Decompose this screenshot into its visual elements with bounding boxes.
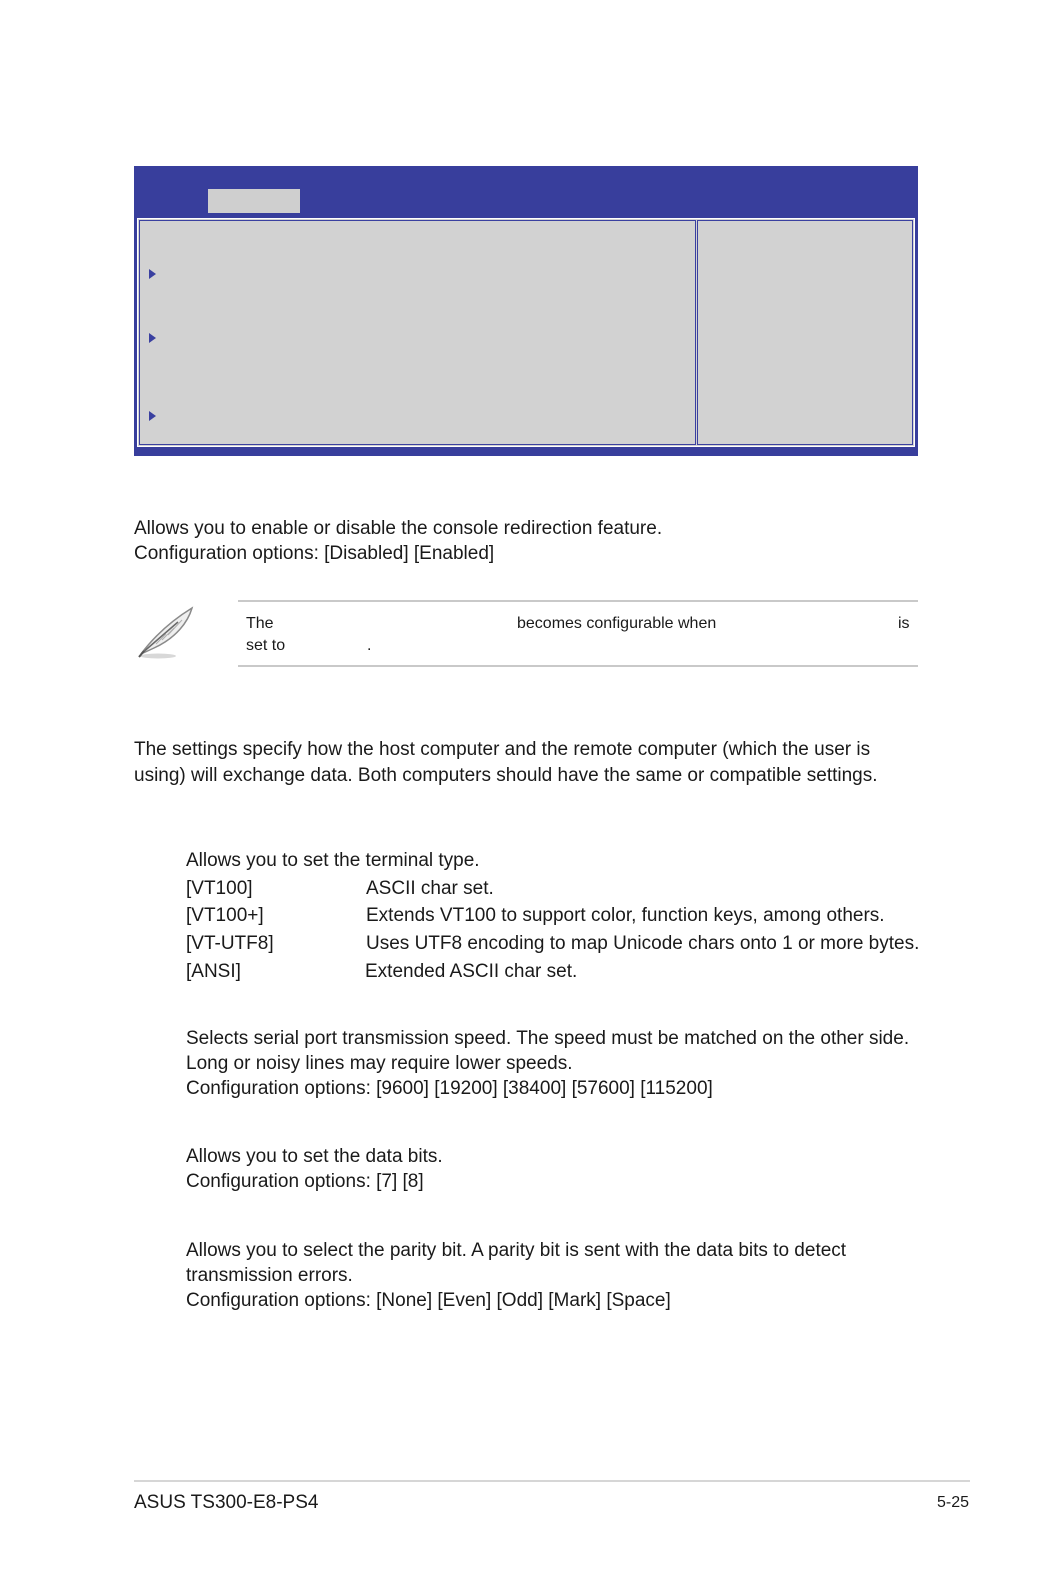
bios-help-panel xyxy=(697,220,913,445)
terminal-option-value: Extended ASCII char set. xyxy=(365,961,578,982)
submenu-arrow-icon[interactable] xyxy=(149,333,156,343)
terminal-option-key: [VT-UTF8] xyxy=(186,933,274,954)
intro-options: Configuration options: [Disabled] [Enabled] xyxy=(134,543,495,564)
note-text-4: set to xyxy=(246,637,286,654)
terminal-option-value: ASCII char set. xyxy=(366,878,494,899)
baud-line-1: Selects serial port transmission speed. The speed must be matched on the other side. xyxy=(186,1028,910,1049)
footer-product-name: ASUS TS300-E8-PS4 xyxy=(134,1492,319,1513)
parity-options: Configuration options: [None] [Even] [Odd] [Mark] [Space] xyxy=(186,1290,671,1311)
note-text-2: becomes configurable when xyxy=(517,615,717,632)
baud-options: Configuration options: [9600] [19200] [38400] [57600] [115200] xyxy=(186,1078,713,1099)
feather-pen-icon xyxy=(136,604,198,660)
submenu-arrow-icon[interactable] xyxy=(149,269,156,279)
note-bottom-rule xyxy=(238,665,918,667)
databits-options: Configuration options: [7] [8] xyxy=(186,1171,424,1192)
terminal-option-value: Uses UTF8 encoding to map Unicode chars onto 1 or more bytes. xyxy=(366,933,920,954)
note-text-5: . xyxy=(367,637,372,654)
note-top-rule xyxy=(238,600,918,602)
terminal-option-key: [ANSI] xyxy=(186,961,241,982)
databits-line-1: Allows you to set the data bits. xyxy=(186,1146,443,1167)
note-text-1: The xyxy=(246,615,274,632)
submenu-arrow-icon[interactable] xyxy=(149,411,156,421)
intro-line-1: Allows you to enable or disable the console redirection feature. xyxy=(134,518,663,539)
footer-page-number: 5-25 xyxy=(937,1494,970,1511)
bios-cut-edge xyxy=(134,449,918,453)
terminal-description: Allows you to set the terminal type. xyxy=(186,850,480,871)
footer-rule xyxy=(134,1480,970,1482)
bios-menu-panel xyxy=(139,220,696,445)
settings-line-1: The settings specify how the host computer and the remote computer (which the user is xyxy=(134,739,871,760)
terminal-option-value: Extends VT100 to support color, function keys, among others. xyxy=(366,905,885,926)
bios-active-tab[interactable] xyxy=(208,189,300,213)
note-text-3: is xyxy=(898,615,910,632)
baud-line-2: Long or noisy lines may require lower speeds. xyxy=(186,1053,573,1074)
parity-line-2: transmission errors. xyxy=(186,1265,353,1286)
terminal-option-key: [VT100] xyxy=(186,878,253,899)
settings-line-2: using) will exchange data. Both computers should have the same or compatible settings. xyxy=(134,765,878,786)
parity-line-1: Allows you to select the parity bit. A parity bit is sent with the data bits to detect xyxy=(186,1240,847,1261)
terminal-option-key: [VT100+] xyxy=(186,905,264,926)
